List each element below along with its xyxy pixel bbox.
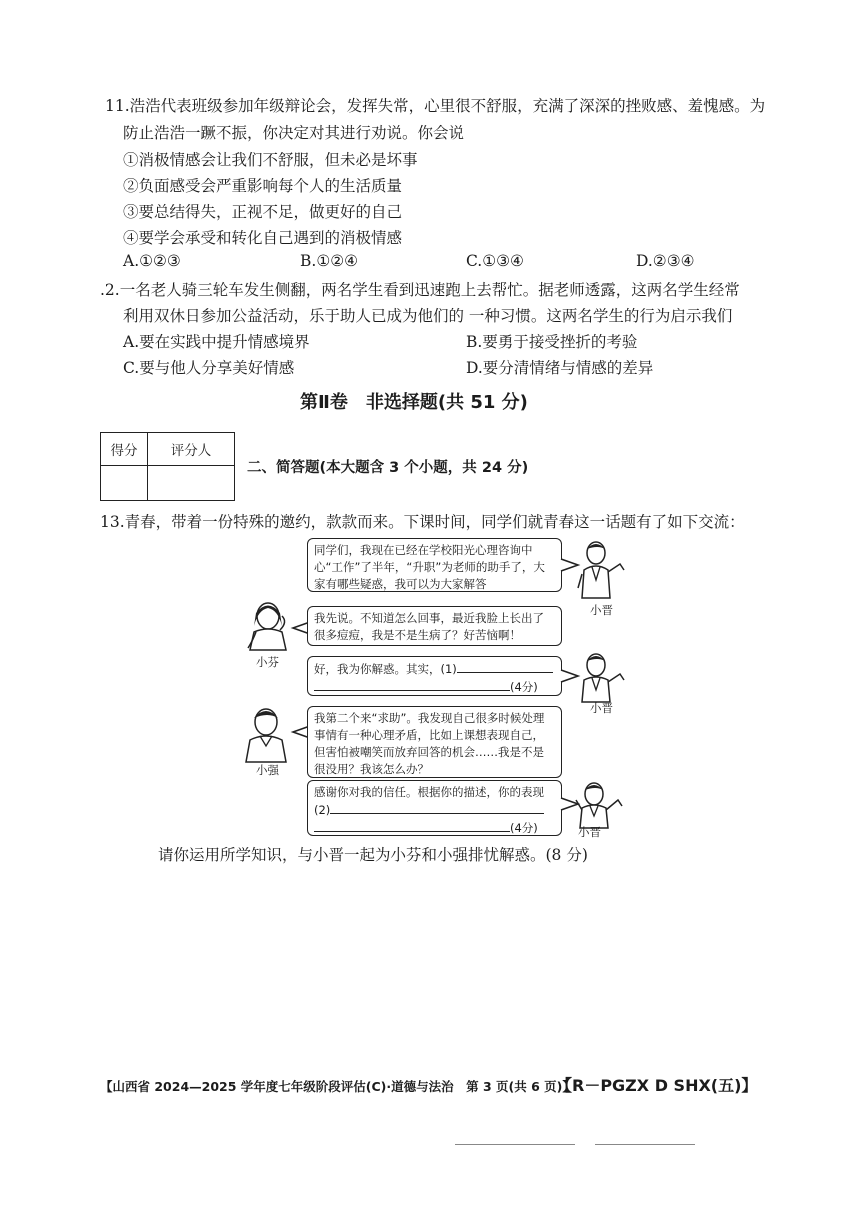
bubble5-score: (4分)	[510, 821, 538, 835]
answer-blank-2b[interactable]	[314, 819, 510, 832]
name-xiaofen: 小芬	[256, 655, 279, 669]
bubble5-label: (2)	[314, 803, 331, 817]
q11-item-3: ③要总结得失，正视不足，做更好的自己	[123, 203, 403, 221]
q12-stem-line1: .2.一名老人骑三轮车发生侧翻，两名学生看到迅速跑上去帮忙。据老师透露，这两名学生经常	[100, 281, 740, 299]
q11-option-b: B.①②④	[300, 252, 359, 270]
footer-right: 【R－PGZX D SHX(五)】	[556, 1076, 758, 1095]
grader-cell	[148, 466, 235, 501]
xiaoqiang-figure-icon	[240, 706, 292, 764]
xiaojin-figure-icon	[572, 782, 628, 830]
q13-instruction: 请你运用所学知识，与小晋一起为小芬和小强排忧解惑。(8 分)	[158, 846, 588, 864]
answer-blank-1b[interactable]	[314, 678, 510, 691]
part2-title: 第Ⅱ卷 非选择题(共 51 分)	[300, 392, 528, 413]
q13-stem: 13.青春，带着一份特殊的邀约，款款而来。下课时间，同学们就青春这一话题有了如下交流：	[100, 513, 745, 531]
speech-bubble-xiaojin-intro: 同学们，我现在已经在学校阳光心理咨询中心“工作”了半年，“升职”为老师的助手了，大家有哪些疑惑，我可以为大家解答	[307, 538, 562, 592]
q12-option-d: D.要分清情绪与情感的差异	[466, 359, 654, 377]
q12-stem-line2: 利用双休日参加公益活动，乐于助人已成为他们的 一种习惯。这两名学生的行为启示我们	[123, 307, 733, 325]
grader-header: 评分人	[148, 433, 235, 466]
speech-bubble-xiaojin-answer-2	[307, 780, 562, 836]
name-xiaoqiang: 小强	[256, 763, 279, 777]
score-cell	[101, 466, 148, 501]
speech-bubble-xiaofen: 我先说。不知道怎么回事，最近我脸上长出了很多痘痘，我是不是生病了？好苦恼啊！	[307, 606, 562, 646]
q11-option-a: A.①②③	[123, 252, 181, 270]
q11-item-1: ①消极情感会让我们不舒服，但未必是坏事	[123, 151, 418, 169]
q12-option-b: B.要勇于接受挫折的考验	[466, 333, 638, 351]
q11-option-c: C.①③④	[466, 252, 524, 270]
xiaojin-figure-icon	[576, 652, 630, 704]
name-xiaojin-2: 小晋	[590, 701, 613, 715]
speech-bubble-xiaoqiang: 我第二个来“求助”。我发现自己很多时候处理事情有一种心理矛盾，比如上课想表现自己，但害怕被嘲笑而放弃回答的机会……我是不是很没用？我该怎么办？	[307, 706, 562, 778]
scan-line-1	[455, 1144, 575, 1145]
q11-stem-line1: 11.浩浩代表班级参加年级辩论会，发挥失常，心里很不舒服，充满了深深的挫败感、羞愧感。为	[105, 97, 766, 115]
name-xiaojin-1: 小晋	[590, 603, 613, 617]
q11-option-d: D.②③④	[636, 252, 695, 270]
score-header: 得分	[101, 433, 148, 466]
q12-option-a: A.要在实践中提升情感境界	[123, 333, 310, 351]
answer-blank-1a[interactable]	[457, 660, 553, 673]
name-xiaojin-3: 小晋	[578, 825, 601, 839]
scan-line-2	[595, 1144, 695, 1145]
section-title: 二、简答题(本大题含 3 个小题，共 24 分)	[247, 460, 529, 476]
q12-option-c: C.要与他人分享美好情感	[123, 359, 295, 377]
q11-item-2: ②负面感受会严重影响每个人的生活质量	[123, 177, 403, 195]
q11-stem-line2: 防止浩浩一蹶不振，你决定对其进行劝说。你会说	[123, 124, 465, 142]
answer-blank-2a[interactable]	[330, 801, 544, 814]
bubble3-score: (4分)	[510, 680, 538, 694]
score-table	[100, 432, 235, 501]
footer-left: 【山西省 2024—2025 学年度七年级阶段评估(C)·道德与法治 第 3 页(共 6 页)】	[100, 1079, 575, 1094]
bubble3-text: 好，我为你解惑。其实，(1)	[314, 662, 457, 676]
speech-bubble-xiaojin-answer-1	[307, 656, 562, 696]
xiaofen-figure-icon	[244, 600, 294, 652]
bubble5-text: 感谢你对我的信任。根据你的描述，你的表现	[314, 785, 544, 799]
q11-item-4: ④要学会承受和转化自己遇到的消极情感	[123, 229, 403, 247]
xiaojin-figure-icon	[576, 540, 630, 600]
